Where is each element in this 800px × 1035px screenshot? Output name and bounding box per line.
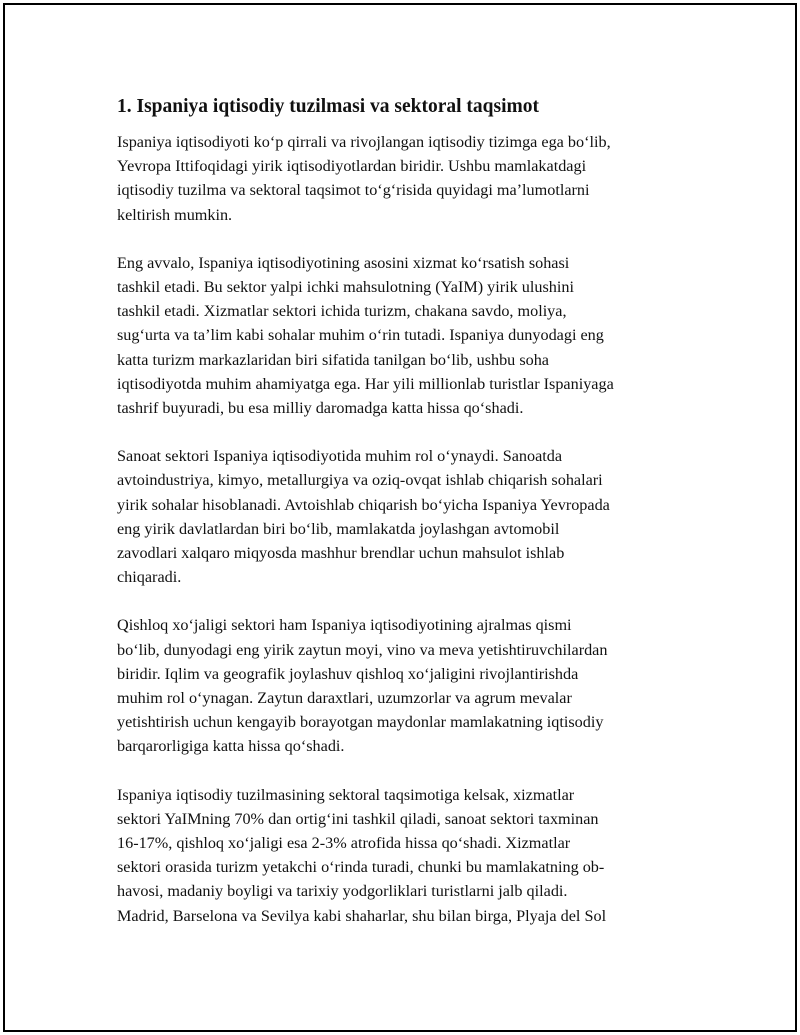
text-line: Yevropa Ittifoqidagi yirik iqtisodiyotlardan biridir. Ushbu mamlakatdagi <box>117 157 587 176</box>
text-line: Qishloq xo‘jaligi sektori ham Ispaniya iqtisodiyotining ajralmas qismi <box>117 616 572 635</box>
text-line: iqtisodiyotda muhim ahamiyatga ega. Har yili millionlab turistlar Ispaniyaga <box>117 374 614 393</box>
text-line: Ispaniya iqtisodiy tuzilmasining sektoral taqsimotiga kelsak, xizmatlar <box>117 785 575 804</box>
text-line: tashrif buyuradi, bu esa milliy daromadga katta hissa qo‘shadi. <box>117 399 524 418</box>
text-line: bo‘lib, dunyodagi eng yirik zaytun moyi, vino va meva yetishtiruvchilardan <box>117 640 608 659</box>
text-line: barqarorligiga katta hissa qo‘shadi. <box>117 737 345 756</box>
text-line: havosi, madaniy boyligi va tarixiy yodgorliklari turistlarni jalb qiladi. <box>117 882 568 901</box>
text-line: Madrid, Barselona va Sevilya kabi shaharlar, shu bilan birga, Plyaja del Sol <box>117 906 607 925</box>
paragraph-services <box>117 251 687 420</box>
text-line: muhim rol o‘ynagan. Zaytun daraxtlari, uzumzorlar va agrum mevalar <box>117 689 572 708</box>
text-line: zavodlari xalqaro miqyosda mashhur brendlar uchun mahsulot ishlab <box>117 544 565 563</box>
text-line: sektori orasida turizm yetakchi o‘rinda turadi, chunki bu mamlakatning ob- <box>117 858 605 877</box>
document-body <box>117 93 687 952</box>
text-line: tashkil etadi. Bu sektor yalpi ichki mahsulotning (YaIM) yirik ulushini <box>117 278 574 297</box>
paragraph-agriculture <box>117 613 687 758</box>
text-line: Eng avvalo, Ispaniya iqtisodiyotining asosini xizmat ko‘rsatish sohasi <box>117 253 570 272</box>
text-line: iqtisodiy tuzilma va sektoral taqsimot to‘g‘risida quyidagi ma’lumotlarni <box>117 181 590 200</box>
text-line: keltirish mumkin. <box>117 205 233 224</box>
text-line: biridir. Iqlim va geografik joylashuv qishloq xo‘jaligini rivojlantirishda <box>117 664 579 683</box>
text-line: avtoindustriya, kimyo, metallurgiya va oziq-ovqat ishlab chiqarish sohalari <box>117 471 603 490</box>
text-line: sug‘urta va ta’lim kabi sohalar muhim o‘rin tutadi. Ispaniya dunyodagi eng <box>117 326 604 345</box>
text-line: Sanoat sektori Ispaniya iqtisodiyotida muhim rol o‘ynaydi. Sanoatda <box>117 447 563 466</box>
paragraph-industry <box>117 444 687 589</box>
text-line: yirik sohalar hisoblanadi. Avtoishlab chiqarish bo‘yicha Ispaniya Yevropada <box>117 495 610 514</box>
paragraph-intro <box>117 130 687 227</box>
text-line: yetishtirish uchun kengayib borayotgan maydonlar mamlakatning iqtisodiy <box>117 713 604 732</box>
text-line: 16-17%, qishloq xo‘jaligi esa 2-3% atrofida hissa qo‘shadi. Xizmatlar <box>117 834 571 853</box>
text-line: katta turizm markazlaridan biri sifatida tanilgan bo‘lib, ushbu soha <box>117 350 549 369</box>
text-line: eng yirik davlatlardan biri bo‘lib, mamlakatda joylashgan avtomobil <box>117 519 560 538</box>
section-heading: 1. Ispaniya iqtisodiy tuzilmasi va sektoral taqsimot <box>117 96 540 117</box>
text-line: sektori YaIMning 70% dan ortig‘ini tashkil qiladi, sanoat sektori taxminan <box>117 809 599 828</box>
paragraph-sectoral-distribution <box>117 783 687 928</box>
text-line: chiqaradi. <box>117 568 182 587</box>
text-line: Ispaniya iqtisodiyoti ko‘p qirrali va rivojlangan iqtisodiy tizimga ega bo‘lib, <box>117 133 611 151</box>
text-line: tashkil etadi. Xizmatlar sektori ichida turizm, chakana savdo, moliya, <box>117 302 567 321</box>
